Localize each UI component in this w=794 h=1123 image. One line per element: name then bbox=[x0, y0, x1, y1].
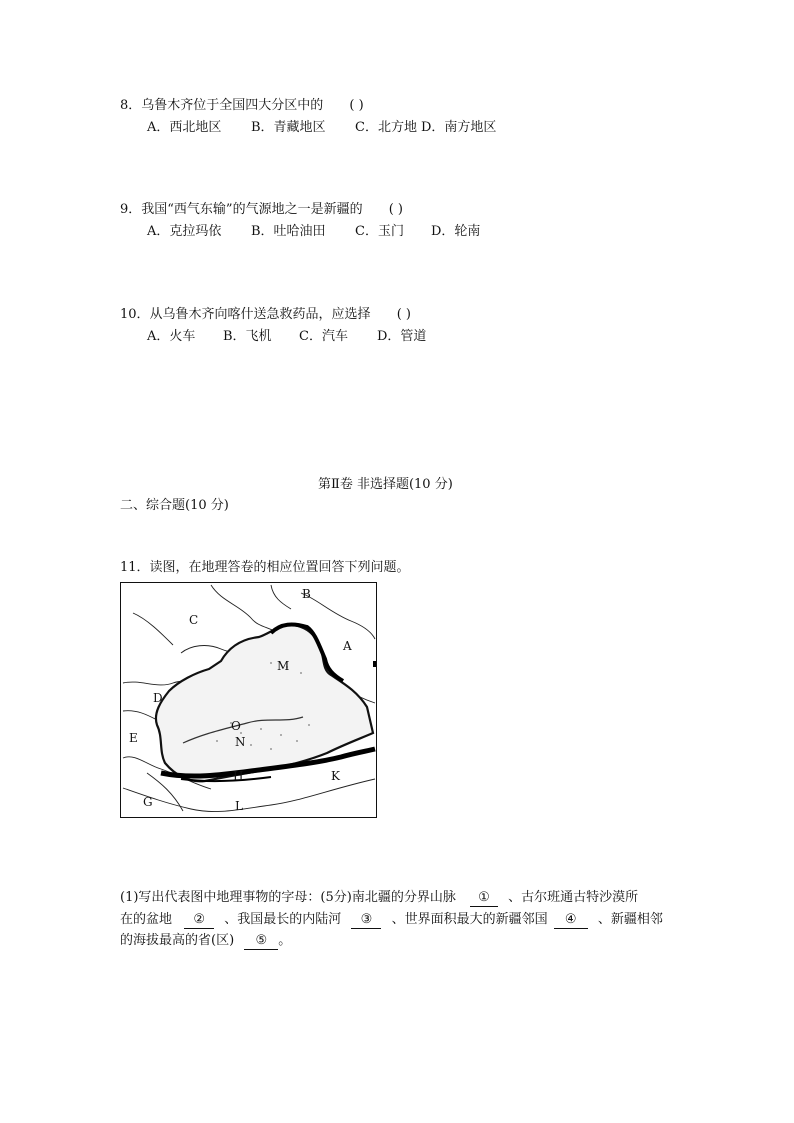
subquestion-text: 、世界面积最大的新疆邻国 bbox=[391, 912, 548, 927]
answer-blank-3[interactable]: ③ bbox=[351, 912, 381, 929]
option-c: C．玉门 bbox=[355, 224, 404, 239]
question-stem: 9．我国“西气东输”的气源地之一是新疆的 bbox=[120, 202, 363, 217]
subquestion-text: 在的盆地 bbox=[120, 912, 173, 927]
question-9-options bbox=[147, 223, 480, 241]
option-a: A．火车 bbox=[147, 329, 196, 344]
map-label-a: A bbox=[343, 639, 352, 653]
xinjiang-map bbox=[120, 582, 377, 818]
subquestion-text: 。 bbox=[278, 933, 292, 948]
answer-blank-4[interactable]: ④ bbox=[554, 912, 588, 929]
option-b: B．青藏地区 bbox=[251, 120, 326, 135]
map-label-b: B bbox=[302, 587, 311, 601]
section-subheading: 二、综合题(10 分) bbox=[120, 498, 229, 513]
map-label-g: G bbox=[143, 795, 153, 809]
map-label-o: O bbox=[231, 719, 241, 733]
map-label-c: C bbox=[189, 613, 199, 627]
subquestion-text: 的海拔最高的省(区) bbox=[120, 933, 235, 948]
map-label-m: M bbox=[277, 659, 290, 673]
question-stem: 8．乌鲁木齐位于全国四大分区中的 bbox=[120, 98, 324, 113]
question-9 bbox=[120, 201, 403, 219]
option-c: C．北方地 bbox=[355, 120, 417, 135]
option-b: B．飞机 bbox=[223, 329, 272, 344]
question-8 bbox=[120, 97, 364, 115]
question-stem: 10．从乌鲁木齐向喀什送急救药品，应选择 bbox=[120, 307, 371, 322]
option-a: A．克拉玛依 bbox=[147, 224, 222, 239]
subquestion-1-line-2 bbox=[120, 910, 663, 930]
subquestion-text: 、新疆相邻 bbox=[597, 912, 663, 927]
subquestion-text: 、我国最长的内陆河 bbox=[224, 912, 342, 927]
subquestion-1-line-3 bbox=[120, 931, 291, 951]
answer-paren: ( ) bbox=[349, 98, 364, 113]
map-label-h: H bbox=[233, 769, 244, 783]
answer-paren: ( ) bbox=[396, 307, 411, 322]
question-8-options bbox=[147, 119, 496, 137]
map-label-d: D bbox=[153, 691, 163, 705]
section-heading: 第Ⅱ卷 非选择题(10 分) bbox=[318, 477, 453, 492]
option-b: B．吐哈油田 bbox=[251, 224, 326, 239]
map-label-l: L bbox=[235, 799, 243, 813]
map-label-n: N bbox=[235, 735, 246, 749]
subquestion-text: 、古尔班通古特沙漠所 bbox=[508, 890, 639, 905]
option-a: A．西北地区 bbox=[147, 120, 222, 135]
question-11: 11．读图，在地理答卷的相应位置回答下列问题。 bbox=[120, 560, 410, 575]
subquestion-1-line-1 bbox=[120, 888, 638, 908]
question-10-options bbox=[147, 328, 426, 346]
answer-blank-2[interactable]: ② bbox=[184, 912, 214, 929]
answer-blank-1[interactable]: ① bbox=[470, 890, 498, 907]
option-d: D．轮南 bbox=[431, 224, 481, 239]
option-c: C．汽车 bbox=[299, 329, 348, 344]
answer-blank-5[interactable]: ⑤ bbox=[244, 933, 278, 950]
option-d: D．南方地区 bbox=[421, 120, 497, 135]
map-label-k: K bbox=[331, 769, 340, 783]
question-10 bbox=[120, 306, 411, 324]
option-d: D．管道 bbox=[377, 329, 427, 344]
answer-paren: ( ) bbox=[388, 202, 403, 217]
map-label-e: E bbox=[129, 731, 138, 745]
subquestion-text: (1)写出代表图中地理事物的字母：(5分)南北疆的分界山脉 bbox=[120, 890, 456, 905]
